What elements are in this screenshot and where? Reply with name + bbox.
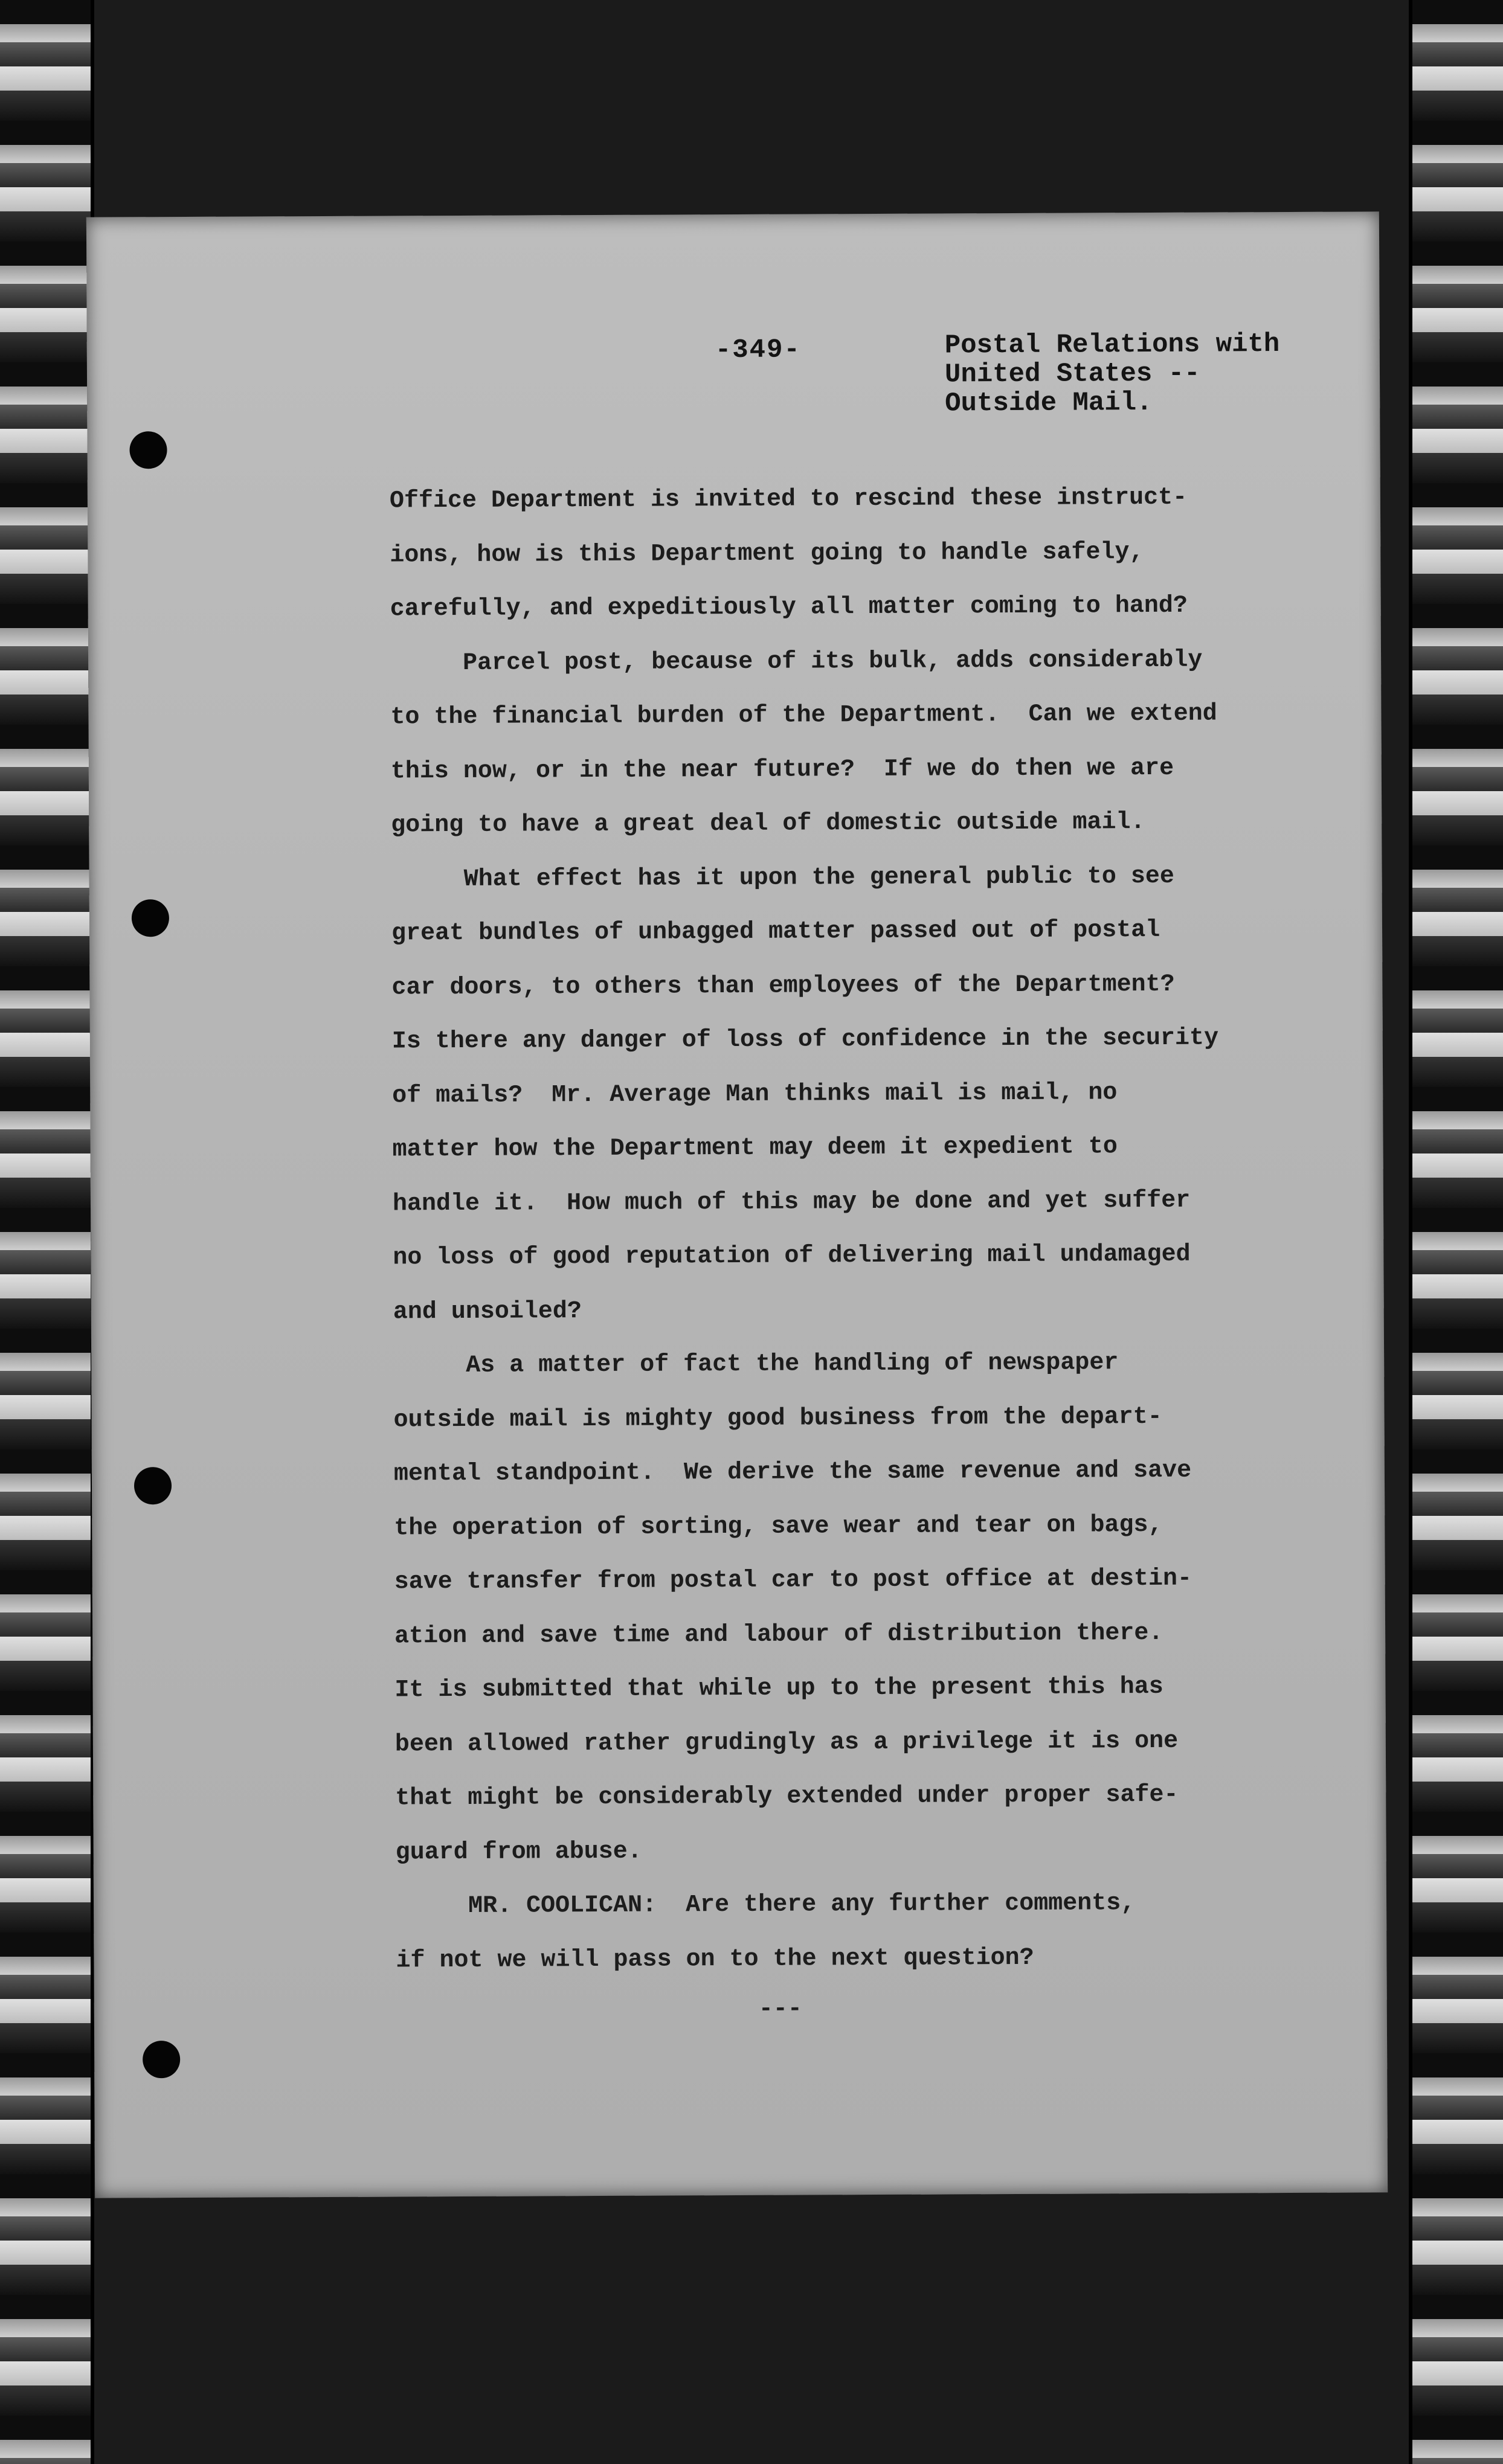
film-strip-left bbox=[0, 0, 91, 2464]
text-line: if not we will pass on to the next question? bbox=[396, 1944, 1034, 1974]
text-line: no loss of good reputation of delivering mail undamaged bbox=[393, 1240, 1191, 1272]
text-line: What effect has it upon the general public to see bbox=[391, 862, 1174, 893]
text-line: the operation of sorting, save wear and tear on bags, bbox=[394, 1511, 1163, 1542]
text-line: MR. COOLICAN: Are there any further comments, bbox=[395, 1890, 1136, 1920]
text-line: carefully, and expeditiously all matter coming to hand? bbox=[390, 592, 1188, 623]
text-line: and unsoiled? bbox=[393, 1297, 582, 1326]
punch-hole bbox=[129, 431, 167, 469]
text-line: guard from abuse. bbox=[395, 1838, 642, 1866]
text-line: As a matter of fact the handling of newspaper bbox=[393, 1349, 1119, 1380]
header-line: Outside Mail. bbox=[945, 387, 1153, 419]
text-line: Parcel post, because of its bulk, adds considerably bbox=[390, 646, 1203, 677]
text-line: been allowed rather grudingly as a privilege it is one bbox=[394, 1727, 1179, 1758]
text-line: Office Department is invited to rescind these instruct- bbox=[389, 484, 1188, 515]
film-edge-right bbox=[1409, 0, 1412, 2464]
text-line: car doors, to others than employees of the Department? bbox=[391, 971, 1175, 1001]
text-line: to the financial burden of the Department. Can we extend bbox=[390, 700, 1217, 731]
header-line: United States -- bbox=[944, 358, 1200, 390]
text-line: matter how the Department may deem it expedient to bbox=[392, 1133, 1118, 1164]
punch-hole bbox=[132, 899, 169, 937]
text-line: of mails? Mr. Average Man thinks mail is mail, no bbox=[392, 1079, 1118, 1109]
page-number: -349- bbox=[715, 335, 801, 366]
text-line: outside mail is mighty good business from the depart- bbox=[393, 1403, 1162, 1434]
text-line: save transfer from postal car to post office at destin- bbox=[394, 1565, 1192, 1596]
text-line: handle it. How much of this may be done and yet suffer bbox=[392, 1187, 1191, 1218]
text-line: mental standpoint. We derive the same revenue and save bbox=[393, 1457, 1192, 1488]
film-strip-right bbox=[1412, 0, 1503, 2464]
body-text bbox=[390, 470, 1375, 1988]
text-line: Is there any danger of loss of confidence in the security bbox=[391, 1024, 1219, 1056]
running-header bbox=[945, 329, 1368, 418]
punch-hole bbox=[143, 2041, 180, 2078]
punch-hole bbox=[134, 1467, 172, 1504]
document-page bbox=[86, 211, 1388, 2198]
text-line: ation and save time and labour of distribution there. bbox=[394, 1619, 1163, 1650]
text-line: going to have a great deal of domestic outside mail. bbox=[391, 809, 1145, 839]
text-line: ions, how is this Department going to handle safely, bbox=[390, 538, 1144, 569]
end-mark: --- bbox=[758, 1995, 802, 2023]
text-line: that might be considerably extended under proper safe- bbox=[395, 1781, 1179, 1812]
header-line: Postal Relations with bbox=[944, 329, 1280, 361]
text-line: great bundles of unbagged matter passed out of postal bbox=[391, 916, 1160, 948]
text-line: It is submitted that while up to the present this has bbox=[394, 1673, 1163, 1704]
text-line: this now, or in the near future? If we do then we are bbox=[390, 754, 1174, 785]
